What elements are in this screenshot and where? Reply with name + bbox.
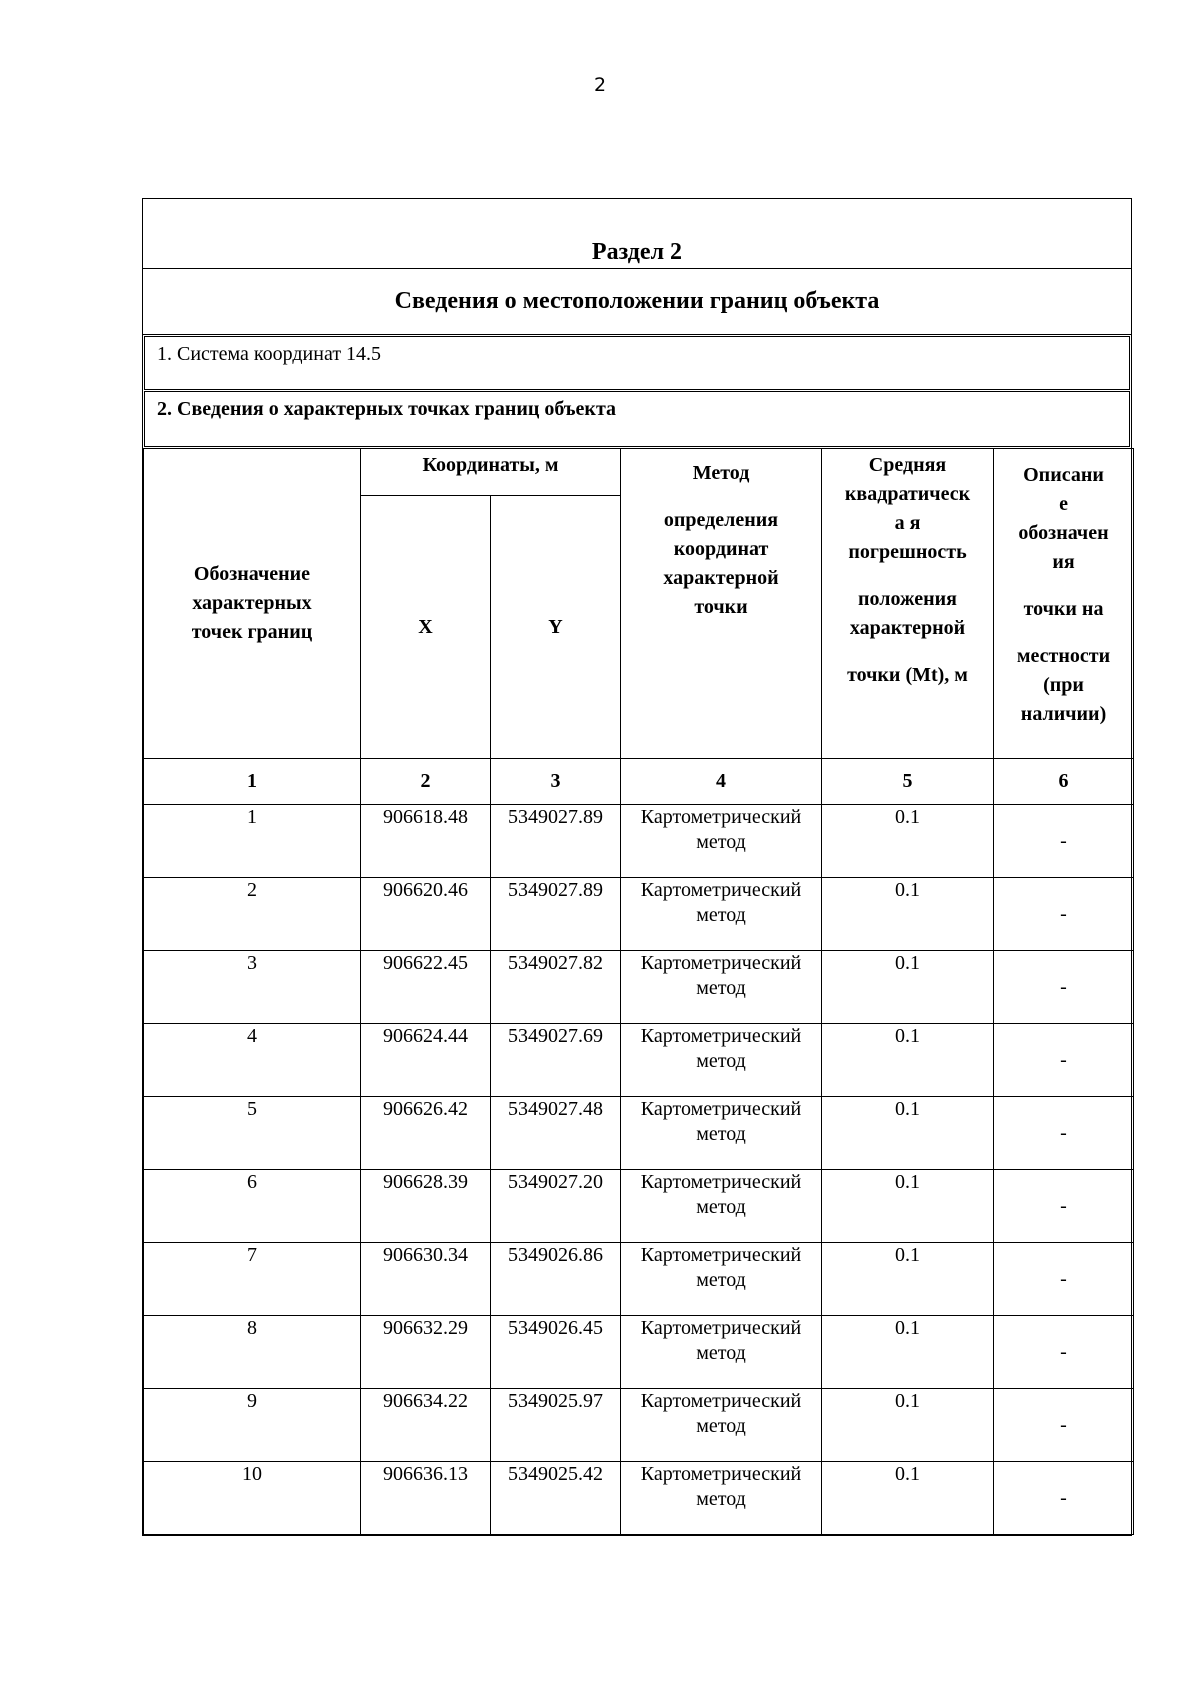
x-coordinate-cell: 906622.45 xyxy=(361,951,491,1024)
method-cell xyxy=(621,878,822,951)
point-number-cell: 6 xyxy=(144,1170,361,1243)
header-y: Y xyxy=(491,496,621,759)
y-coordinate-cell: 5349027.89 xyxy=(491,805,621,878)
x-coordinate-cell: 906620.46 xyxy=(361,878,491,951)
header-point-designation: Обозначение характерных точек границ xyxy=(144,449,361,759)
method-line: метод xyxy=(696,1269,746,1291)
error-cell: 0.1 xyxy=(822,1316,994,1389)
method-line: Картометрический xyxy=(640,1244,802,1266)
method-line: Картометрический xyxy=(640,1463,802,1485)
method-line: метод xyxy=(696,977,746,999)
y-coordinate-cell: 5349027.89 xyxy=(491,878,621,951)
method-line: метод xyxy=(696,904,746,926)
error-cell: 0.1 xyxy=(822,1243,994,1316)
y-coordinate-cell: 5349027.20 xyxy=(491,1170,621,1243)
method-line: Картометрический xyxy=(640,1025,802,1047)
y-coordinate-cell: 5349027.82 xyxy=(491,951,621,1024)
error-cell: 0.1 xyxy=(822,951,994,1024)
page-number: 2 xyxy=(593,74,607,96)
column-number: 3 xyxy=(491,759,621,805)
method-line: метод xyxy=(696,1342,746,1364)
error-cell: 0.1 xyxy=(822,1170,994,1243)
point-number-cell: 10 xyxy=(144,1462,361,1535)
method-line: метод xyxy=(696,1415,746,1437)
header-error: Средняя квадратическ а я погрешность положения характерной точки (Mt), м xyxy=(822,449,994,759)
description-cell: - xyxy=(994,1316,1134,1389)
description-cell: - xyxy=(994,805,1134,878)
column-number: 2 xyxy=(361,759,491,805)
point-number-cell: 7 xyxy=(144,1243,361,1316)
method-line: метод xyxy=(696,1196,746,1218)
column-number: 5 xyxy=(822,759,994,805)
points-table-body xyxy=(144,805,1134,1535)
description-cell: - xyxy=(994,878,1134,951)
method-cell xyxy=(621,1097,822,1170)
section-header xyxy=(143,199,1131,269)
method-line: Картометрический xyxy=(640,1317,802,1339)
header-x: X xyxy=(361,496,491,759)
x-coordinate-cell: 906626.42 xyxy=(361,1097,491,1170)
table-row xyxy=(144,805,1134,878)
y-coordinate-cell: 5349027.48 xyxy=(491,1097,621,1170)
table-row xyxy=(144,1389,1134,1462)
x-coordinate-cell: 906624.44 xyxy=(361,1024,491,1097)
method-line: Картометрический xyxy=(640,952,802,974)
method-cell xyxy=(621,805,822,878)
x-coordinate-cell: 906632.29 xyxy=(361,1316,491,1389)
table-row xyxy=(144,1316,1134,1389)
point-number-cell: 8 xyxy=(144,1316,361,1389)
table-row xyxy=(144,878,1134,951)
method-line: Картометрический xyxy=(640,1098,802,1120)
point-number-cell: 2 xyxy=(144,878,361,951)
y-coordinate-cell: 5349025.42 xyxy=(491,1462,621,1535)
method-cell xyxy=(621,1389,822,1462)
x-coordinate-cell: 906636.13 xyxy=(361,1462,491,1535)
y-coordinate-cell: 5349025.97 xyxy=(491,1389,621,1462)
point-number-cell: 9 xyxy=(144,1389,361,1462)
error-cell: 0.1 xyxy=(822,878,994,951)
method-line: Картометрический xyxy=(640,879,802,901)
point-number-cell: 4 xyxy=(144,1024,361,1097)
coordinate-system: 1. Система координат 14.5 xyxy=(144,336,1130,390)
header-method: Метод определения координат характерной точки xyxy=(621,449,822,759)
method-line: Картометрический xyxy=(640,806,802,828)
method-line: метод xyxy=(696,1488,746,1510)
table-row xyxy=(144,951,1134,1024)
method-line: метод xyxy=(696,1123,746,1145)
column-number: 4 xyxy=(621,759,822,805)
point-number-cell: 3 xyxy=(144,951,361,1024)
method-cell xyxy=(621,1462,822,1535)
description-cell: - xyxy=(994,1389,1134,1462)
y-coordinate-cell: 5349026.45 xyxy=(491,1316,621,1389)
document-frame xyxy=(142,198,1132,1536)
method-cell xyxy=(621,1024,822,1097)
error-cell: 0.1 xyxy=(822,1097,994,1170)
x-coordinate-cell: 906630.34 xyxy=(361,1243,491,1316)
x-coordinate-cell: 906618.48 xyxy=(361,805,491,878)
description-cell: - xyxy=(994,1243,1134,1316)
y-coordinate-cell: 5349027.69 xyxy=(491,1024,621,1097)
method-cell xyxy=(621,1243,822,1316)
x-coordinate-cell: 906634.22 xyxy=(361,1389,491,1462)
header-description: Описани е обозначен ия точки на местности (при наличии) xyxy=(994,449,1134,759)
error-cell: 0.1 xyxy=(822,1462,994,1535)
method-cell xyxy=(621,1170,822,1243)
method-line: метод xyxy=(696,831,746,853)
table-row xyxy=(144,1462,1134,1535)
method-cell xyxy=(621,951,822,1024)
subject-title: Сведения о местоположении границ объекта xyxy=(394,288,880,314)
description-cell: - xyxy=(994,1462,1134,1535)
y-coordinate-cell: 5349026.86 xyxy=(491,1243,621,1316)
column-number-row xyxy=(144,759,1134,805)
method-line: Картометрический xyxy=(640,1390,802,1412)
error-cell: 0.1 xyxy=(822,1389,994,1462)
boundary-points-table xyxy=(143,448,1134,1535)
section-title: Раздел 2 xyxy=(591,239,683,265)
header-coordinates: Координаты, м xyxy=(361,449,621,496)
subject-header xyxy=(143,269,1131,335)
column-number: 6 xyxy=(994,759,1134,805)
table-row xyxy=(144,1024,1134,1097)
description-cell: - xyxy=(994,1097,1134,1170)
description-cell: - xyxy=(994,1170,1134,1243)
point-number-cell: 1 xyxy=(144,805,361,878)
point-number-cell: 5 xyxy=(144,1097,361,1170)
error-cell: 0.1 xyxy=(822,805,994,878)
table-row xyxy=(144,1243,1134,1316)
description-cell: - xyxy=(994,1024,1134,1097)
method-line: Картометрический xyxy=(640,1171,802,1193)
error-cell: 0.1 xyxy=(822,1024,994,1097)
column-number: 1 xyxy=(144,759,361,805)
x-coordinate-cell: 906628.39 xyxy=(361,1170,491,1243)
description-cell: - xyxy=(994,951,1134,1024)
points-heading: 2. Сведения о характерных точках границ объекта xyxy=(144,391,1130,447)
method-cell xyxy=(621,1316,822,1389)
table-row xyxy=(144,1170,1134,1243)
table-row xyxy=(144,1097,1134,1170)
method-line: метод xyxy=(696,1050,746,1072)
